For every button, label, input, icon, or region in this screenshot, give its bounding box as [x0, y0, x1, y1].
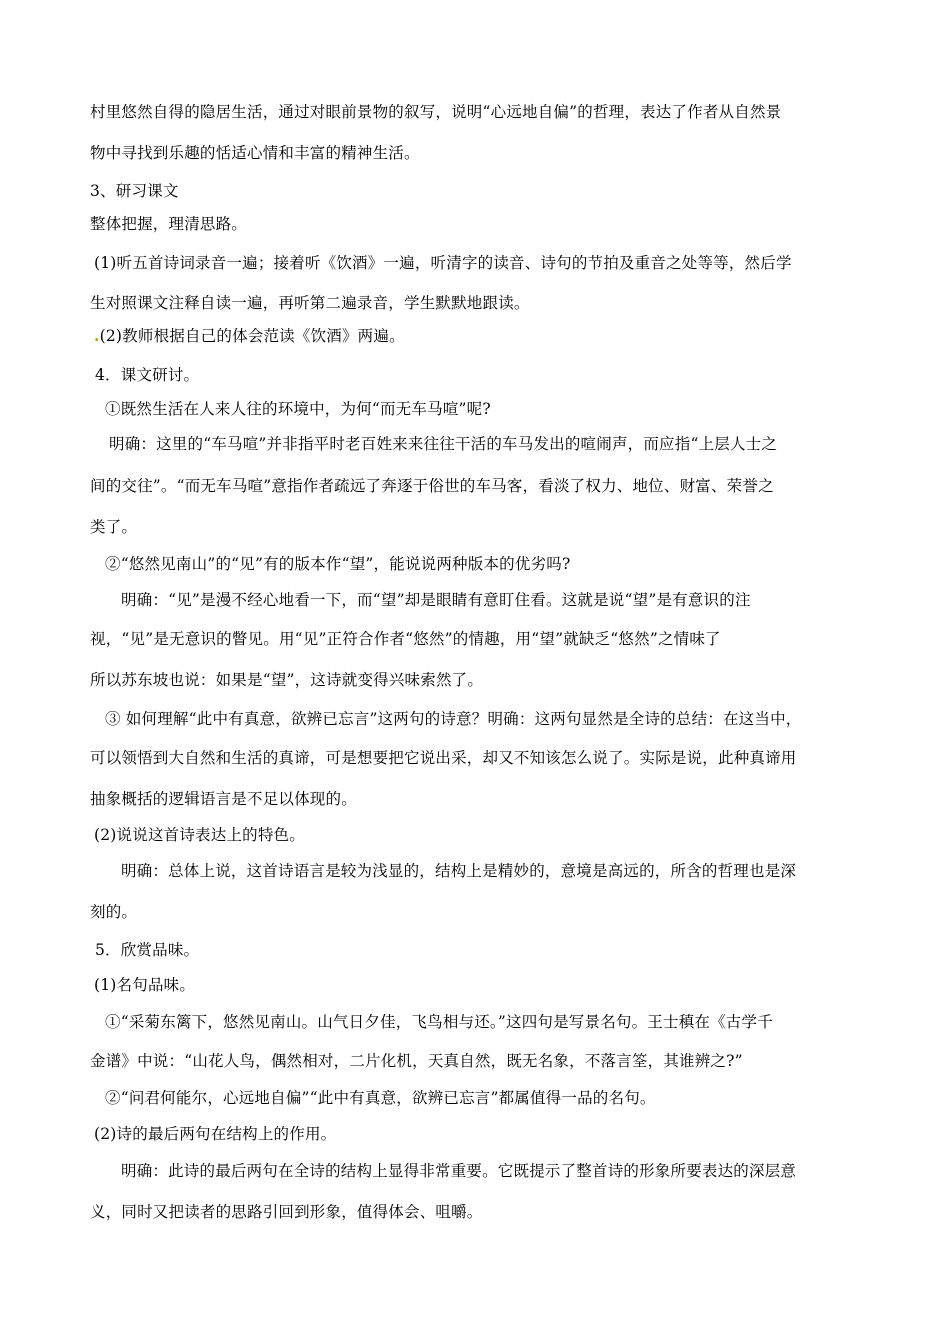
- text-line: 类了。: [90, 518, 138, 536]
- text-line: 所以苏东坡也说：如果是“望”，这诗就变得兴味索然了。: [90, 671, 484, 689]
- section-heading: 5．欣赏品味。: [95, 941, 200, 959]
- text-line: ②“悠然见南山”的“见”有的版本作“望”，能说说两种版本的优劣吗?: [105, 555, 571, 573]
- text-line: 生对照课文注释自读一遍，再听第二遍录音，学生默默地跟读。: [90, 294, 530, 312]
- text-line: 物中寻找到乐趣的恬适心情和丰富的精神生活。: [90, 144, 420, 162]
- text-line: 义，同时又把读者的思路引回到形象，值得体会、咀嚼。: [90, 1203, 483, 1221]
- text-line: 金谱》中说：“山花人鸟，偶然相对，二片化机，天真自然，既无名象，不落言筌，其谁辨之?”: [90, 1052, 743, 1070]
- text-line: ③ 如何理解“此中有真意，欲辨已忘言”这两句的诗意？明确：这两句显然是全诗的总结：在这当中，: [105, 710, 802, 728]
- text-line-content: (2)教师根据自己的体会范读《饮酒》两遍。: [99, 327, 405, 345]
- text-line: 明确：“见”是漫不经心地看一下，而“望”却是眼睛有意盯住看。这就是说“望”是有意识的注: [121, 591, 751, 609]
- text-line: (2)说说这首诗表达上的特色。: [94, 826, 305, 844]
- text-line: (2)诗的最后两句在结构上的作用。: [94, 1125, 337, 1143]
- section-heading: 3、研习课文: [90, 182, 179, 200]
- text-line: (1)名句品味。: [94, 976, 196, 994]
- section-heading: 4．课文研讨。: [95, 366, 200, 384]
- text-line: 刻的。: [90, 903, 138, 921]
- text-line: 整体把握，理清思路。: [90, 215, 248, 233]
- text-line: (1)听五首诗词录音一遍；接着听《饮酒》一遍，听清字的读音、诗句的节拍及重音之处等等，然后学: [94, 254, 792, 272]
- text-line: 间的交往”。“而无车马喧”意指作者疏远了奔逐于俗世的车马客，看淡了权力、地位、财富、荣誉之: [90, 477, 774, 495]
- text-line: ①“采菊东篱下，悠然见南山。山气日夕佳，飞鸟相与还。”这四句是写景名句。王士稹在《古学千: [105, 1013, 773, 1031]
- text-line: 视，“见”是无意识的瞥见。用“见”正符合作者“悠然”的情趣，用“望”就缺乏“悠然”之情味了: [90, 630, 721, 648]
- marker-dot: .: [94, 326, 100, 345]
- text-line: 可以领悟到大自然和生活的真谛，可是想要把它说出采，却又不知该怎么说了。实际是说，此种真谛用: [90, 749, 797, 767]
- text-line: 抽象概括的逻辑语言是不足以体现的。: [90, 790, 357, 808]
- text-line: 明确：此诗的最后两句在全诗的结构上显得非常重要。它既提示了整首诗的形象所要表达的深层意: [121, 1162, 797, 1180]
- text-line: ①既然生活在人来人往的环境中，为何“而无车马喧”呢?: [105, 400, 491, 418]
- text-line: 明确：这里的“车马喧”并非指平时老百姓来来往往干活的车马发出的喧闹声，而应指“上层人士之: [109, 435, 778, 453]
- text-line: 村里悠然自得的隐居生活，通过对眼前景物的叙写，说明“心远地自偏”的哲理，表达了作者从自然景: [90, 103, 782, 121]
- text-line: ②“问君何能尔，心远地自偏”“此中有真意，欲辨已忘言”都属值得一品的名句。: [105, 1089, 656, 1107]
- text-line: [94, 326, 405, 346]
- text-line: 明确：总体上说，这首诗语言是较为浅显的，结构上是精妙的，意境是高远的，所含的哲理也是深: [121, 862, 797, 880]
